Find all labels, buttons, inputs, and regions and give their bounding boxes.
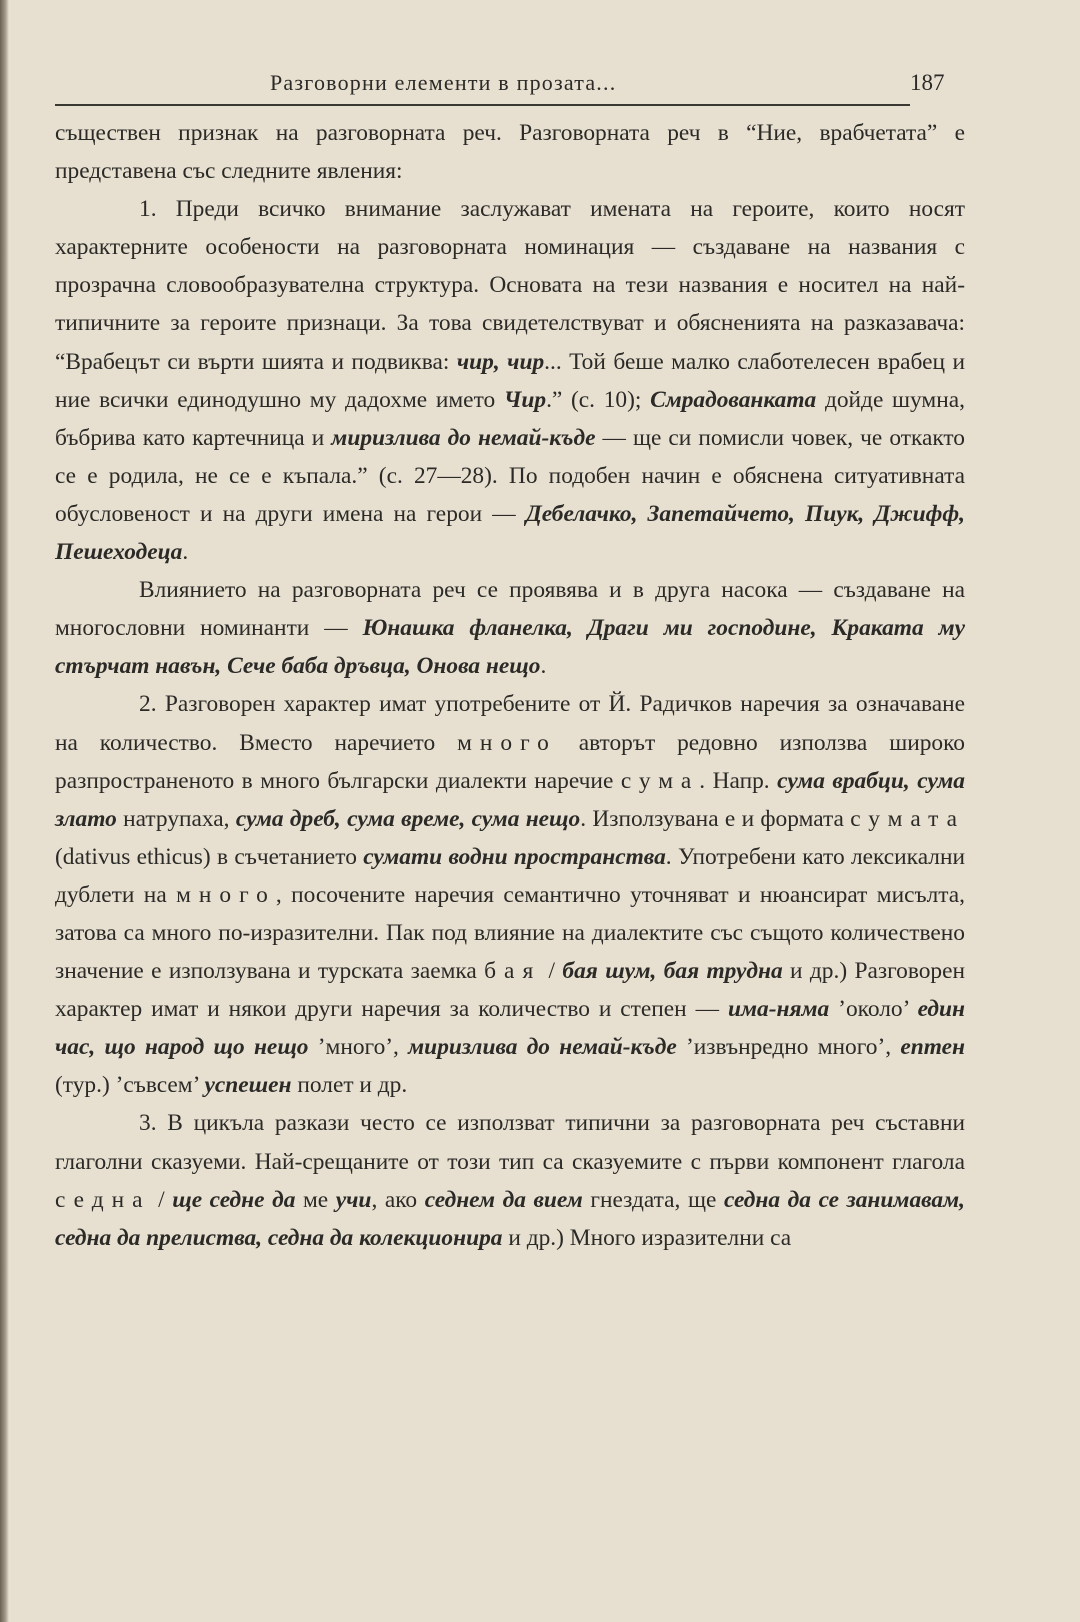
italic-term: миризлива до немай-къде bbox=[331, 424, 596, 451]
italic-term: Юнашка фланелка, Драги ми господине, Краката му стърчат навън, Сече баба дръвца, Онова нещо bbox=[55, 615, 965, 680]
running-head bbox=[55, 62, 945, 106]
text-run: . Напр. bbox=[699, 767, 778, 794]
text-run: / bbox=[541, 958, 563, 985]
italic-term: сума дреб, сума време, сума нещо bbox=[235, 805, 581, 832]
body-text bbox=[55, 114, 965, 1257]
spaced-term: много bbox=[457, 729, 557, 756]
text-run: . bbox=[182, 539, 189, 566]
text-run: Влиянието на разговорната реч се проявява и в друга насока — създаване на многословни номинанти — bbox=[55, 577, 965, 642]
italic-term: сумати водни пространства bbox=[363, 843, 666, 870]
book-page bbox=[55, 62, 965, 1257]
text-run: / bbox=[150, 1186, 173, 1213]
spaced-term: седна bbox=[55, 1186, 151, 1213]
text-run: 1. Преди всичко внимание заслужават имената на героите, които носят характерните особености на разговорната номинация — създаване на названия с прозрачна словообразувателна структура. Основата на тези названия е носител на най-типичните за героите признаци. За това свидетелствуват и обясненията на разказавача: “Врабецът си върти шията и подвиква: bbox=[55, 196, 965, 375]
text-run: 3. В цикъла разкази често се използват типични за разговорната реч съставни глаголни сказуеми. Най-срещаните от този тип са сказуемите с първи компонент глагола bbox=[55, 1110, 965, 1175]
text-run: авторът редовно използва широко разпространеното в много български диалекти наречие bbox=[55, 729, 965, 794]
text-run: натрупаха, bbox=[116, 805, 236, 832]
text-run: . Употребени като лексикални дублети на bbox=[55, 843, 965, 908]
text-run: съществен признак на разговорната реч. Разговорната реч в “Ние, врабчетата” е представена със следните явления: bbox=[55, 120, 965, 185]
spaced-term: сумата bbox=[850, 805, 965, 832]
italic-term: сума врабци, сума злато bbox=[55, 767, 965, 832]
paragraph bbox=[55, 190, 965, 571]
text-run: ’много’, bbox=[308, 1034, 409, 1061]
text-run: — ще си помисли човек, че откакто се е родила, не се е къпала.” (с. 27—28). По подобен начин е обяснена ситуативната обусловеност и на други имена на герои — bbox=[55, 424, 965, 527]
text-run: . bbox=[540, 653, 547, 680]
text-run: . Използувана е и формата bbox=[580, 805, 851, 832]
text-run: и др.) Разговорен характер имат и някои други наречия за количество и степен — bbox=[55, 958, 966, 1023]
book-spine-shadow bbox=[0, 0, 9, 1622]
page-number: 187 bbox=[910, 70, 945, 95]
italic-term: успешен bbox=[204, 1072, 292, 1099]
spaced-term: бая bbox=[484, 958, 542, 985]
spaced-term: много bbox=[176, 881, 276, 908]
italic-term: седнем да вием bbox=[424, 1186, 583, 1213]
text-run: ... Той беше малко слаботелесен врабец и ние всички единодушно му дадохме името bbox=[55, 348, 965, 413]
text-run: дойде шумна, бъбрива като картечница и bbox=[55, 386, 965, 451]
italic-term: Дебелачко, Запетайчето, Пиук, Джифф, Пешеходеца bbox=[55, 500, 965, 566]
italic-term: чир, чир bbox=[456, 348, 545, 375]
italic-term: ептен bbox=[900, 1034, 965, 1061]
italic-term: бая шум, бая трудна bbox=[562, 958, 783, 985]
italic-term: Смрадованката bbox=[650, 386, 817, 413]
text-run: (dativus ethicus) в съчетанието bbox=[55, 843, 364, 870]
italic-term: миризлива до немай-къде bbox=[408, 1034, 677, 1061]
italic-term: ще седне да bbox=[172, 1186, 296, 1213]
text-run: ’около’ bbox=[829, 996, 918, 1023]
paragraph bbox=[55, 685, 965, 1104]
text-run: и др.) Много изразителни са bbox=[502, 1224, 792, 1251]
text-run: 2. Разговорен характер имат употребените от Й. Радичков наречия за означаване на количество. Вместо наречието bbox=[55, 691, 965, 756]
text-run: , ако bbox=[371, 1186, 425, 1213]
italic-term: Чир bbox=[503, 386, 547, 413]
text-run: .” (с. 10); bbox=[546, 386, 651, 413]
italic-term: един час, що народ що нещо bbox=[55, 996, 965, 1061]
spaced-term: сума bbox=[620, 767, 700, 794]
text-run: ме bbox=[295, 1186, 336, 1213]
paragraph bbox=[55, 1104, 965, 1256]
italic-term: седна да се занимавам, седна да прелиства, седна да колекционира bbox=[55, 1186, 965, 1251]
text-run: , посочените наречия семантично уточняват и нюансират мисълта, затова са много по-изразителни. Пак под влияние на диалектите със същото количествено значение е използувана и турската заемка bbox=[55, 881, 965, 985]
text-run: (тур.) ’съвсем’ bbox=[55, 1072, 205, 1099]
italic-term: има-няма bbox=[727, 996, 830, 1023]
text-run: полет и др. bbox=[291, 1072, 408, 1099]
paragraph bbox=[55, 114, 965, 190]
text-run: гнездата, ще bbox=[582, 1186, 724, 1213]
text-run: ’извънредно много’, bbox=[676, 1034, 901, 1061]
running-title: Разговорни елементи в прозата... bbox=[270, 70, 617, 95]
paragraph bbox=[55, 571, 965, 685]
italic-term: учи bbox=[335, 1186, 372, 1213]
